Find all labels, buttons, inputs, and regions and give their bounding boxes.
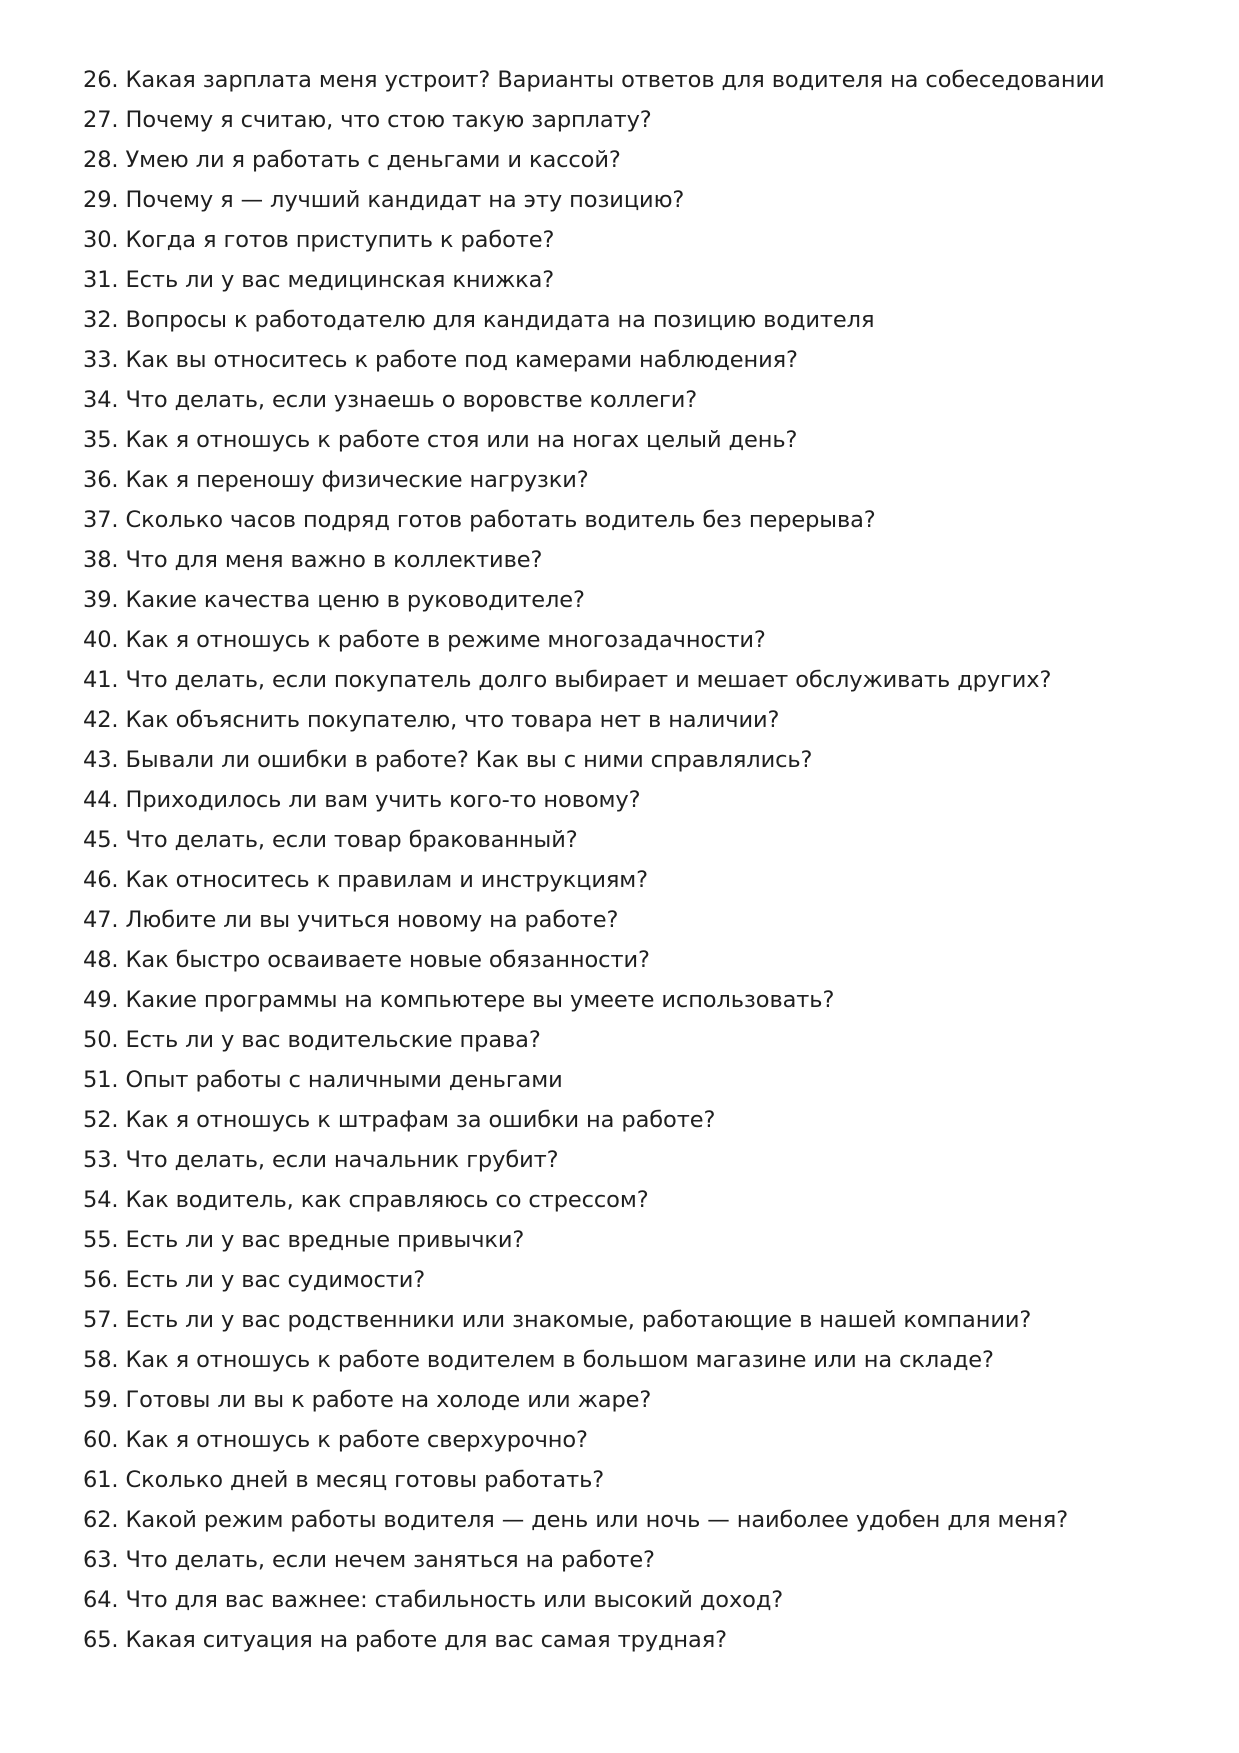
question-item <box>83 460 1163 500</box>
question-number: 30. <box>83 227 119 253</box>
question-text: Есть ли у вас судимости? <box>125 1267 426 1293</box>
question-text: Есть ли у вас медицинская книжка? <box>125 267 555 293</box>
question-number: 31. <box>83 267 119 293</box>
question-item <box>83 1380 1163 1420</box>
question-item <box>83 900 1163 940</box>
question-text: Как я отношусь к работе в режиме многозадачности? <box>125 627 766 653</box>
question-item <box>83 940 1163 980</box>
question-item <box>83 740 1163 780</box>
question-number: 53. <box>83 1147 119 1173</box>
question-text: Как относитесь к правилам и инструкциям? <box>125 867 648 893</box>
question-text: Сколько дней в месяц готовы работать? <box>125 1467 605 1493</box>
question-item <box>83 1180 1163 1220</box>
question-text: Как я переношу физические нагрузки? <box>125 467 589 493</box>
question-item <box>83 540 1163 580</box>
question-text: Что делать, если товар бракованный? <box>125 827 578 853</box>
question-item <box>83 140 1163 180</box>
question-item <box>83 60 1163 100</box>
question-item <box>83 1620 1163 1660</box>
question-text: Сколько часов подряд готов работать водитель без перерыва? <box>125 507 876 533</box>
question-number: 57. <box>83 1307 119 1333</box>
question-text: Что делать, если покупатель долго выбирает и мешает обслуживать других? <box>125 667 1052 693</box>
question-item <box>83 860 1163 900</box>
question-number: 41. <box>83 667 119 693</box>
question-number: 29. <box>83 187 119 213</box>
question-text: Что для вас важнее: стабильность или высокий доход? <box>125 1587 784 1613</box>
question-number: 65. <box>83 1627 119 1653</box>
question-number: 51. <box>83 1067 119 1093</box>
question-text: Есть ли у вас вредные привычки? <box>125 1227 525 1253</box>
question-text: Любите ли вы учиться новому на работе? <box>125 907 619 933</box>
question-text: Почему я — лучший кандидат на эту позицию? <box>125 187 685 213</box>
question-item <box>83 1580 1163 1620</box>
question-text: Как вы относитесь к работе под камерами наблюдения? <box>125 347 798 373</box>
question-item <box>83 700 1163 740</box>
question-item <box>83 1420 1163 1460</box>
question-text: Какие программы на компьютере вы умеете использовать? <box>125 987 835 1013</box>
question-item <box>83 1340 1163 1380</box>
question-item <box>83 820 1163 860</box>
question-number: 32. <box>83 307 119 333</box>
question-text: Что делать, если нечем заняться на работе? <box>125 1547 655 1573</box>
question-number: 54. <box>83 1187 119 1213</box>
question-item <box>83 1300 1163 1340</box>
question-item <box>83 1220 1163 1260</box>
question-number: 35. <box>83 427 119 453</box>
question-item <box>83 180 1163 220</box>
question-text: Почему я считаю, что стою такую зарплату? <box>125 107 652 133</box>
question-number: 42. <box>83 707 119 733</box>
question-number: 48. <box>83 947 119 973</box>
question-text: Как я отношусь к штрафам за ошибки на работе? <box>125 1107 716 1133</box>
question-item <box>83 220 1163 260</box>
question-item <box>83 1260 1163 1300</box>
question-text: Есть ли у вас водительские права? <box>125 1027 541 1053</box>
question-text: Как я отношусь к работе стоя или на ногах целый день? <box>125 427 798 453</box>
question-item <box>83 420 1163 460</box>
question-item <box>83 260 1163 300</box>
question-number: 47. <box>83 907 119 933</box>
question-item <box>83 340 1163 380</box>
question-number: 56. <box>83 1267 119 1293</box>
question-number: 38. <box>83 547 119 573</box>
question-text: Какая зарплата меня устроит? Варианты ответов для водителя на собеседовании <box>125 67 1105 93</box>
question-number: 39. <box>83 587 119 613</box>
question-number: 37. <box>83 507 119 533</box>
question-item <box>83 620 1163 660</box>
question-number: 60. <box>83 1427 119 1453</box>
question-text: Вопросы к работодателю для кандидата на позицию водителя <box>125 307 875 333</box>
question-text: Какой режим работы водителя — день или ночь — наиболее удобен для меня? <box>125 1507 1069 1533</box>
question-item <box>83 580 1163 620</box>
question-number: 27. <box>83 107 119 133</box>
question-item <box>83 380 1163 420</box>
question-text: Бывали ли ошибки в работе? Как вы с ними справлялись? <box>125 747 813 773</box>
question-number: 43. <box>83 747 119 773</box>
question-item <box>83 780 1163 820</box>
question-text: Готовы ли вы к работе на холоде или жаре? <box>125 1387 652 1413</box>
question-item <box>83 1540 1163 1580</box>
question-number: 36. <box>83 467 119 493</box>
question-item <box>83 1500 1163 1540</box>
question-item <box>83 500 1163 540</box>
question-item <box>83 300 1163 340</box>
question-number: 50. <box>83 1027 119 1053</box>
question-text: Что для меня важно в коллективе? <box>125 547 543 573</box>
question-number: 45. <box>83 827 119 853</box>
question-number: 63. <box>83 1547 119 1573</box>
question-number: 28. <box>83 147 119 173</box>
question-text: Как я отношусь к работе водителем в большом магазине или на складе? <box>125 1347 994 1373</box>
question-number: 44. <box>83 787 119 813</box>
question-item <box>83 660 1163 700</box>
question-number: 55. <box>83 1227 119 1253</box>
question-text: Опыт работы с наличными деньгами <box>125 1067 563 1093</box>
question-number: 58. <box>83 1347 119 1373</box>
question-text: Что делать, если начальник грубит? <box>125 1147 559 1173</box>
question-item <box>83 1060 1163 1100</box>
question-text: Когда я готов приступить к работе? <box>125 227 555 253</box>
question-text: Какие качества ценю в руководителе? <box>125 587 585 613</box>
question-number: 64. <box>83 1587 119 1613</box>
question-text: Приходилось ли вам учить кого-то новому? <box>125 787 641 813</box>
question-number: 46. <box>83 867 119 893</box>
question-number: 33. <box>83 347 119 373</box>
question-number: 34. <box>83 387 119 413</box>
question-number: 59. <box>83 1387 119 1413</box>
question-text: Как объяснить покупателю, что товара нет в наличии? <box>125 707 780 733</box>
question-number: 40. <box>83 627 119 653</box>
question-item <box>83 1020 1163 1060</box>
question-item <box>83 1100 1163 1140</box>
question-text: Как водитель, как справляюсь со стрессом? <box>125 1187 649 1213</box>
question-text: Что делать, если узнаешь о воровстве коллеги? <box>125 387 698 413</box>
question-text: Как быстро осваиваете новые обязанности? <box>125 947 650 973</box>
question-number: 61. <box>83 1467 119 1493</box>
question-item <box>83 980 1163 1020</box>
question-item <box>83 1140 1163 1180</box>
question-number: 49. <box>83 987 119 1013</box>
question-text: Умею ли я работать с деньгами и кассой? <box>125 147 621 173</box>
question-item <box>83 100 1163 140</box>
question-item <box>83 1460 1163 1500</box>
question-text: Есть ли у вас родственники или знакомые, работающие в нашей компании? <box>125 1307 1032 1333</box>
question-list <box>83 60 1163 1660</box>
question-number: 62. <box>83 1507 119 1533</box>
question-text: Как я отношусь к работе сверхурочно? <box>125 1427 588 1453</box>
question-number: 52. <box>83 1107 119 1133</box>
question-number: 26. <box>83 67 119 93</box>
question-text: Какая ситуация на работе для вас самая трудная? <box>125 1627 728 1653</box>
